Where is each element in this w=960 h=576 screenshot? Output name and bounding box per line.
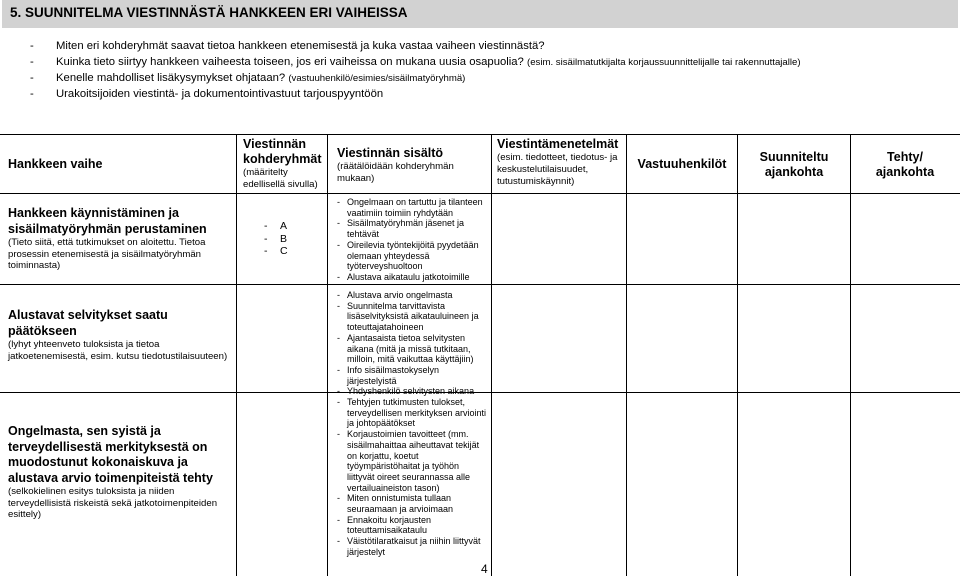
header-content (337, 146, 487, 185)
table-border-top (0, 134, 960, 135)
content-item: - Ajantasaista tietoa selvitysten aikana (mitä ja missä tutkitaan, milloin, mitä vaikuttaa käyttäjiin) (337, 333, 489, 365)
content-item: - Tehtyjen tutkimusten tulokset, terveydellisen merkityksen arviointi ja johtopäätökset (337, 397, 489, 429)
content-item: - Korjaustoimien tavoitteet (mm. sisäilmahaittaa aiheuttavat tekijät on korjattu, koetut työympäristöhaitat ja työhön liittyvät oireet seurannassa alle vertailuaineiston tason) (337, 429, 489, 493)
target-group-item: - C (264, 245, 288, 258)
phase-description: (selkokielinen esitys tuloksista ja niiden terveydellisistä riskeistä sekä jatkotoimenpiteiden esittely) (8, 486, 218, 520)
table-column-divider (850, 134, 851, 576)
content-list (337, 197, 489, 283)
phase-title: Alustavat selvitykset saatu päätökseen (8, 308, 168, 338)
content-item: - Ennakoitu korjausten toteuttamisaikataulu (337, 515, 489, 536)
header-phase: Hankkeen vaihe (8, 157, 103, 171)
phase-title: Hankkeen käynnistäminen ja sisäilmatyöryhmän perustaminen (8, 206, 207, 236)
phase-description: (lyhyt yhteenveto tuloksista ja tietoa jatkoetenemisestä, esim. kutsu tiedotustilaisuuteen) (8, 339, 228, 362)
phase-cell (8, 308, 238, 362)
content-item: - Oireilevia työntekijöitä pyydetään olemaan yhteydessä työterveyshuoltoon (337, 240, 489, 272)
target-group-list (264, 220, 288, 258)
content-item: - Ongelmaan on tartuttu ja tilanteen vaatimiin toimiin ryhdytään (337, 197, 489, 218)
content-item: - Sisäilmatyöryhmän jäsenet ja tehtävät (337, 218, 489, 239)
header-planned-date: Suunniteltu ajankohta (759, 150, 829, 179)
phase-description: (Tieto siitä, että tutkimukset on aloitettu. Tietoa prosessin etenemisestä ja sisäilmatyöryhmän toiminnasta) (8, 237, 206, 271)
content-list (337, 290, 489, 397)
intro-bullet-note: (esim. sisäilmatutkijalta korjaussuunnittelijalle tai rakennuttajalle) (527, 57, 801, 68)
intro-bullet-text: Kuinka tieto siirtyy hankkeen vaiheesta toiseen, jos eri vaiheissa on mukana uusia osapuolia? (56, 56, 524, 68)
header-responsible: Vastuuhenkilöt (637, 157, 727, 171)
content-item: - Alustava aikataulu jatkotoimille (337, 272, 489, 283)
phase-title: Ongelmasta, sen syistä ja terveydellisestä merkityksestä on muodostunut kokonaiskuva ja alustava arvio toimenpiteistä tehty (8, 424, 213, 485)
target-group-item: - B (264, 233, 288, 246)
intro-bullet-text: Urakoitsijoiden viestintä- ja dokumentointivastuut tarjouspyyntöön (56, 88, 384, 100)
header-content-sub: (räätälöidään kohderyhmän mukaan) (337, 161, 454, 184)
intro-bullet-text: Miten eri kohderyhmät saavat tietoa hankkeen etenemisestä ja kuka vastaa vaiheen viestinnästä? (56, 40, 545, 52)
header-target-sub: (määritelty edellisellä sivulla) (243, 167, 318, 190)
content-item: - Miten onnistumista tullaan seuraamaan ja arvioimaan (337, 493, 489, 514)
intro-bullet-note: (vastuuhenkilö/esimies/sisäilmatyöryhmä) (288, 73, 466, 84)
header-methods (497, 137, 624, 188)
header-methods-sub: (esim. tiedotteet, tiedotus- ja keskustelutilaisuudet, tutustumiskäynnit) (497, 152, 618, 187)
target-group-item: - A (264, 220, 288, 233)
phase-cell (8, 206, 238, 272)
content-item: - Info sisäilmastokyselyn järjestelyistä (337, 365, 489, 386)
intro-bullet-text: Kenelle mahdolliset lisäkysymykset ohjataan? (56, 72, 286, 84)
table-column-divider (327, 134, 328, 576)
header-done-date: Tehty/ ajankohta (875, 150, 935, 179)
table-column-divider (737, 134, 738, 576)
table-header-divider (0, 193, 960, 194)
page-number: 4 (481, 562, 488, 576)
header-target-groups (243, 137, 325, 191)
content-item: - Yhdyshenkilö selvitysten aikana (337, 386, 489, 397)
section-title: 5. SUUNNITELMA VIESTINNÄSTÄ HANKKEEN ERI VAIHEISSA (10, 5, 408, 20)
content-list (337, 397, 489, 558)
content-item: - Alustava arvio ongelmasta (337, 290, 489, 301)
table-column-divider (626, 134, 627, 576)
table-column-divider (491, 134, 492, 576)
header-target-title: Viestinnän kohderyhmät (243, 137, 322, 166)
content-item: - Väistötilaratkaisut ja niihin liittyvät järjestelyt (337, 536, 489, 557)
table-row-divider (0, 284, 960, 285)
header-content-title: Viestinnän sisältö (337, 146, 444, 160)
content-item: - Suunnitelma tarvittavista lisäselvityksistä aikatauluineen ja toteuttajatahoineen (337, 301, 489, 333)
phase-cell (8, 424, 238, 521)
header-methods-title: Viestintämenetelmät (497, 137, 619, 151)
